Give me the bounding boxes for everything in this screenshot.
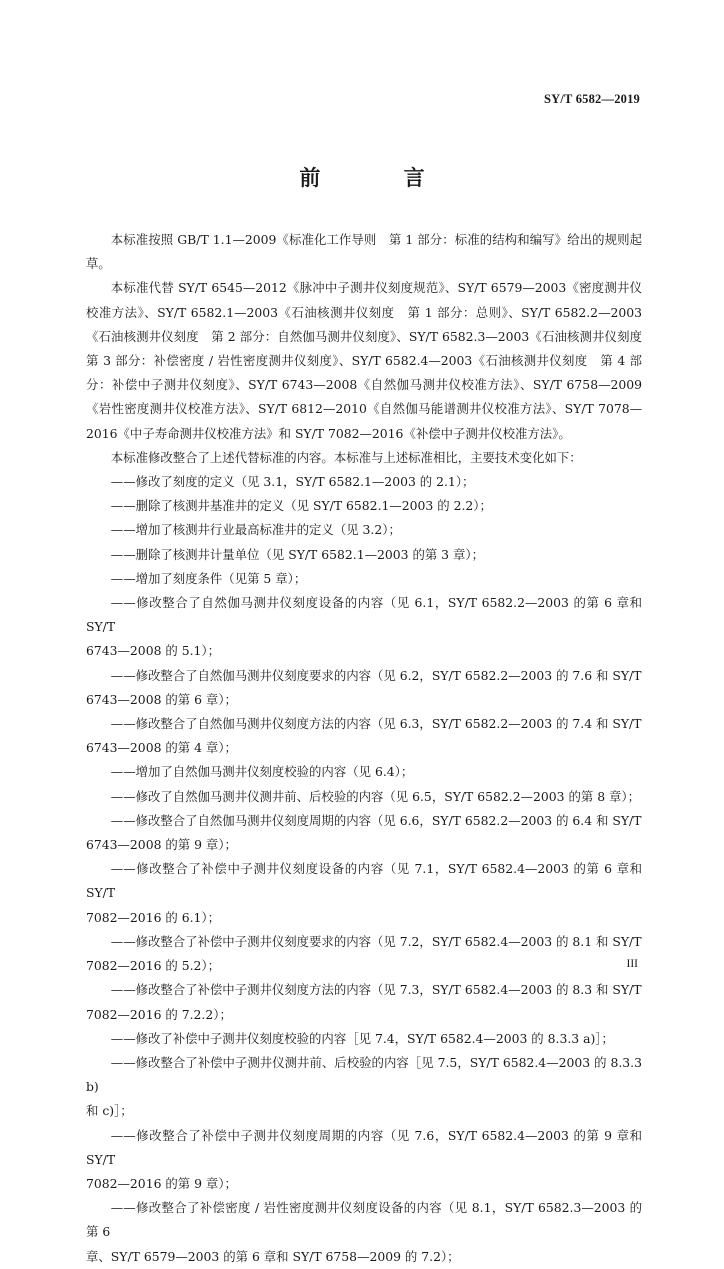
page-title: 前 言 (299, 165, 463, 190)
list-item-text: ——增加了自然伽马测井仪刻度校验的内容（见 6.4）； (110, 764, 414, 780)
list-item (86, 760, 642, 784)
list-item-text: ——修改整合了补偿中子测井仪刻度设备的内容（见 7.1，SY/T 6582.4—2003 的第 6 章和 SY/T (86, 861, 642, 901)
list-item-text: ——修改了刻度的定义（见 3.1，SY/T 6582.1—2003 的 2.1）； (110, 474, 475, 490)
list-item-text: ——修改整合了自然伽马测井仪刻度设备的内容（见 6.1，SY/T 6582.2—2003 的第 6 章和 SY/T (86, 595, 642, 635)
list-item-text: ——删除了核测井计量单位（见 SY/T 6582.1—2003 的第 3 章）； (110, 546, 484, 562)
list-item-continuation: 6743—2008 的第 6 章）； (86, 691, 237, 707)
document-body (86, 228, 655, 1269)
list-item-continuation: 7082—2016 的 5.2）； (86, 958, 221, 974)
list-item-text: ——修改整合了补偿中子测井仪刻度方法的内容（见 7.3，SY/T 6582.4—2003 的 8.3 和 SY/T (110, 982, 642, 998)
list-item (86, 712, 642, 760)
list-item (86, 543, 642, 567)
list-item-text: ——修改整合了自然伽马测井仪刻度方法的内容（见 6.3，SY/T 6582.2—2003 的 7.4 和 SY/T (110, 716, 642, 732)
list-item-text: ——修改整合了补偿中子测井仪测井前、后校验的内容［见 7.5，SY/T 6582.4—2003 的 8.3.3 b) (86, 1054, 642, 1095)
list-item (86, 785, 642, 809)
changes-list (86, 470, 642, 1269)
list-item (86, 494, 642, 518)
paragraph-changes-intro: 本标准修改整合了上述代替标准的内容。本标准与上述标准相比，主要技术变化如下： (110, 449, 582, 465)
list-item (86, 930, 642, 978)
page-number: III (626, 958, 638, 970)
list-item-text: ——修改整合了补偿中子测井仪刻度要求的内容（见 7.2，SY/T 6582.4—2003 的 8.1 和 SY/T (110, 933, 642, 949)
list-item-continuation: 和 c)］； (86, 1103, 133, 1119)
list-item (86, 567, 642, 591)
list-item-text: ——修改整合了自然伽马测井仪刻度要求的内容（见 6.2，SY/T 6582.2—2003 的 7.6 和 SY/T (110, 667, 642, 683)
list-item-continuation: 6743—2008 的第 4 章）； (86, 740, 237, 756)
list-item-text: ——修改整合了自然伽马测井仪刻度周期的内容（见 6.6，SY/T 6582.2—2003 的 6.4 和 SY/T (110, 812, 642, 828)
list-item-text: ——修改整合了补偿中子测井仪刻度周期的内容（见 7.6，SY/T 6582.4—2003 的第 9 章和 SY/T (86, 1127, 642, 1167)
list-item-continuation: 6743—2008 的第 9 章）； (86, 837, 237, 853)
list-item (86, 1027, 642, 1051)
list-item-continuation: 6743—2008 的 5.1）； (86, 643, 221, 659)
list-item (86, 1124, 642, 1197)
list-item-continuation: 章、SY/T 6579—2003 的第 6 章和 SY/T 6758—2009 的 7.2）； (86, 1248, 460, 1264)
list-item (86, 1196, 642, 1269)
standard-code: SY/T 6582—2019 (544, 92, 640, 106)
list-item (86, 470, 642, 494)
list-item (86, 1051, 642, 1124)
list-item (86, 518, 642, 542)
list-item-text: ——修改整合了补偿密度 / 岩性密度测井仪刻度设备的内容（见 8.1，SY/T 6582.3—2003 的第 6 (86, 1200, 642, 1240)
list-item (86, 809, 642, 857)
list-item-text: ——修改了补偿中子测井仪刻度校验的内容［见 7.4，SY/T 6582.4—2003 的 8.3.3 a)］； (110, 1030, 614, 1046)
list-item (86, 857, 642, 930)
list-item (86, 591, 642, 664)
list-item-continuation: 7082—2016 的第 9 章）； (86, 1175, 237, 1191)
paragraph-drafting-rules: 本标准按照 GB/T 1.1—2009《标准化工作导则 第 1 部分：标准的结构和编写》给出的规则起草。 (86, 232, 642, 272)
list-item (86, 664, 642, 712)
list-item-text: ——删除了核测井基准井的定义（见 SY/T 6582.1—2003 的 2.2）； (110, 498, 492, 514)
list-item-text: ——增加了刻度条件（见第 5 章）； (110, 570, 307, 586)
list-item-text: ——增加了核测井行业最高标准井的定义（见 3.2）； (110, 522, 401, 538)
list-item-continuation: 7082—2016 的 7.2.2）； (86, 1006, 232, 1022)
list-item-continuation: 7082—2016 的 6.1）； (86, 909, 221, 925)
list-item (86, 978, 642, 1026)
list-item-text: ——修改了自然伽马测井仪测井前、后校验的内容（见 6.5，SY/T 6582.2—2003 的第 8 章）； (110, 788, 640, 804)
paragraph-replaced-standards: 本标准代替 SY/T 6545—2012《脉冲中子测井仪刻度规范》、SY/T 6579—2003《密度测井仪校准方法》、SY/T 6582.1—2003《石油核测井仪刻度 第 1 部分：总则》、SY/T 6582.2—2003《石油核测井仪刻度 第 2 部分：自然伽马测井仪刻度》、SY/T 6582.3—2003《石油核测井仪刻度 第 3 部分：补偿密度 / 岩性密度测井仪刻度》、SY/T 6582.4—2003《石油核测井仪刻度 第 4 部分：补偿中子测井仪刻度》、SY/T 6743—2008《自然伽马测井仪校准方法》、SY/T 6758—2009《岩性密度测井仪校准方法》、SY/T 6812—2010《自然伽马能谱测井仪校准方法》、SY/T 7078—2016《中子寿命测井仪校准方法》和 SY/T 7082—2016《补偿中子测井仪校准方法》。 (86, 280, 655, 441)
